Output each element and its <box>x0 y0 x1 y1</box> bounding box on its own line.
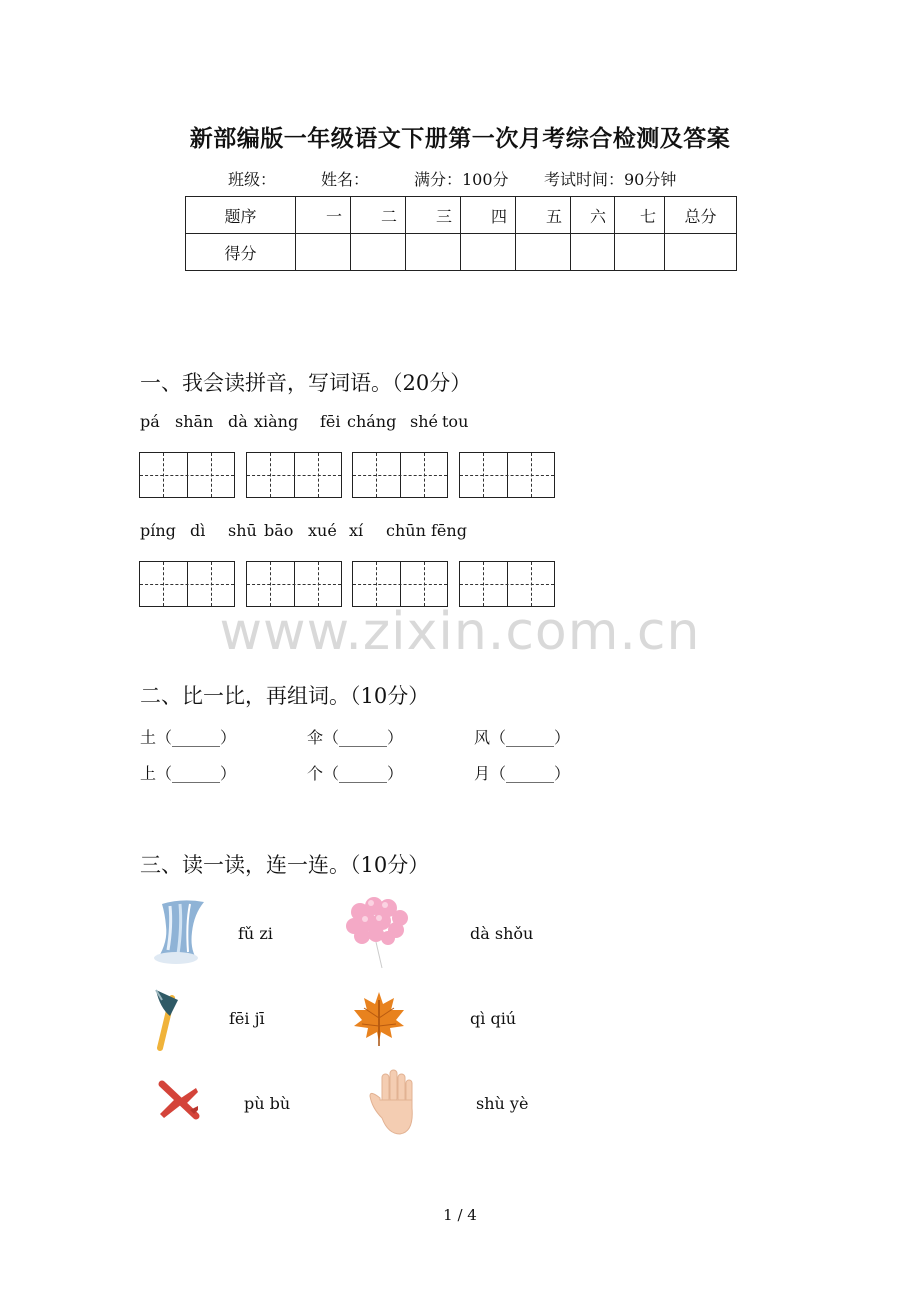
pinyin-syllable: xiàng <box>254 412 299 431</box>
axe-icon <box>148 986 188 1052</box>
class-label: 班级： <box>228 170 277 189</box>
score-table-header-row <box>186 197 737 234</box>
word-blank-item[interactable]: 月（______） <box>474 764 571 783</box>
score-table-header-cell: 四 <box>461 197 516 234</box>
score-table-header-cell: 总分 <box>665 197 737 234</box>
score-cell[interactable] <box>461 234 516 271</box>
pinyin-option: fǔ zi <box>238 924 273 943</box>
score-table-header-cell: 五 <box>516 197 571 234</box>
pinyin-syllable: cháng <box>347 412 397 431</box>
maple-leaf-icon <box>350 988 408 1048</box>
pinyin-syllable: shū <box>228 521 257 540</box>
tianzige-box[interactable] <box>352 561 448 607</box>
name-label: 姓名： <box>321 170 370 189</box>
tianzige-box[interactable] <box>246 452 342 498</box>
pinyin-option: pù bù <box>244 1094 291 1113</box>
score-cell[interactable] <box>406 234 461 271</box>
word-blank-item[interactable]: 个（______） <box>307 764 404 783</box>
section3-heading: 三、读一读，连一连。（10分） <box>140 853 430 877</box>
score-cell[interactable] <box>296 234 351 271</box>
pinyin-option: qì qiú <box>470 1009 517 1028</box>
word-blank-item[interactable]: 伞（______） <box>307 728 404 747</box>
score-table-header-cell: 二 <box>351 197 406 234</box>
pinyin-syllable: bāo <box>264 521 294 540</box>
pinyin-syllable: dà <box>228 412 248 431</box>
tianzige-box[interactable] <box>139 561 235 607</box>
hand-icon <box>366 1068 422 1138</box>
pinyin-option: fēi jī <box>229 1009 265 1028</box>
score-table-header-cell: 三 <box>406 197 461 234</box>
pinyin-syllable: shān <box>175 412 214 431</box>
pinyin-syllable: chūn <box>386 521 426 540</box>
page-number: 1 / 4 <box>443 1206 477 1224</box>
pinyin-syllable: dì <box>190 521 206 540</box>
pinyin-option: dà shǒu <box>470 924 534 943</box>
pinyin-syllable: xí <box>349 521 364 540</box>
section2-heading: 二、比一比，再组词。（10分） <box>140 684 430 708</box>
score-cell[interactable] <box>516 234 571 271</box>
score-table-header-cell: 一 <box>296 197 351 234</box>
pinyin-option: shù yè <box>476 1094 529 1113</box>
score-table-header-cell: 七 <box>615 197 665 234</box>
tianzige-box[interactable] <box>459 561 555 607</box>
pinyin-syllable: xué <box>308 521 337 540</box>
watermark: www.zixin.com.cn <box>219 602 701 662</box>
section1-heading: 一、我会读拼音，写词语。（20分） <box>140 371 472 395</box>
pinyin-syllable: pá <box>140 412 160 431</box>
pinyin-syllable: shé <box>410 412 438 431</box>
page-title: 新部编版一年级语文下册第一次月考综合检测及答案 <box>189 125 731 152</box>
score-cell[interactable] <box>351 234 406 271</box>
full-score-label: 满分：100分 <box>414 170 509 189</box>
word-blank-item[interactable]: 上（______） <box>140 764 237 783</box>
score-table-score-row <box>186 234 737 271</box>
airplane-icon <box>156 1080 200 1122</box>
tianzige-box[interactable] <box>246 561 342 607</box>
score-row-label: 得分 <box>186 234 296 271</box>
word-blank-item[interactable]: 土（______） <box>140 728 237 747</box>
word-blank-item[interactable]: 风（______） <box>474 728 571 747</box>
score-table <box>185 196 737 271</box>
balloons-icon <box>344 894 412 970</box>
score-table-header-cell: 题序 <box>186 197 296 234</box>
score-cell[interactable] <box>571 234 615 271</box>
exam-time-label: 考试时间：90分钟 <box>544 170 677 189</box>
pinyin-syllable: píng <box>140 521 176 540</box>
tianzige-box[interactable] <box>352 452 448 498</box>
pinyin-syllable: tou <box>442 412 469 431</box>
pinyin-syllable: fēng <box>431 521 467 540</box>
score-cell[interactable] <box>615 234 665 271</box>
pinyin-syllable: fēi <box>320 412 341 431</box>
tianzige-box[interactable] <box>139 452 235 498</box>
score-table-header-cell: 六 <box>571 197 615 234</box>
score-cell[interactable] <box>665 234 737 271</box>
tianzige-box[interactable] <box>459 452 555 498</box>
waterfall-icon <box>148 898 208 966</box>
